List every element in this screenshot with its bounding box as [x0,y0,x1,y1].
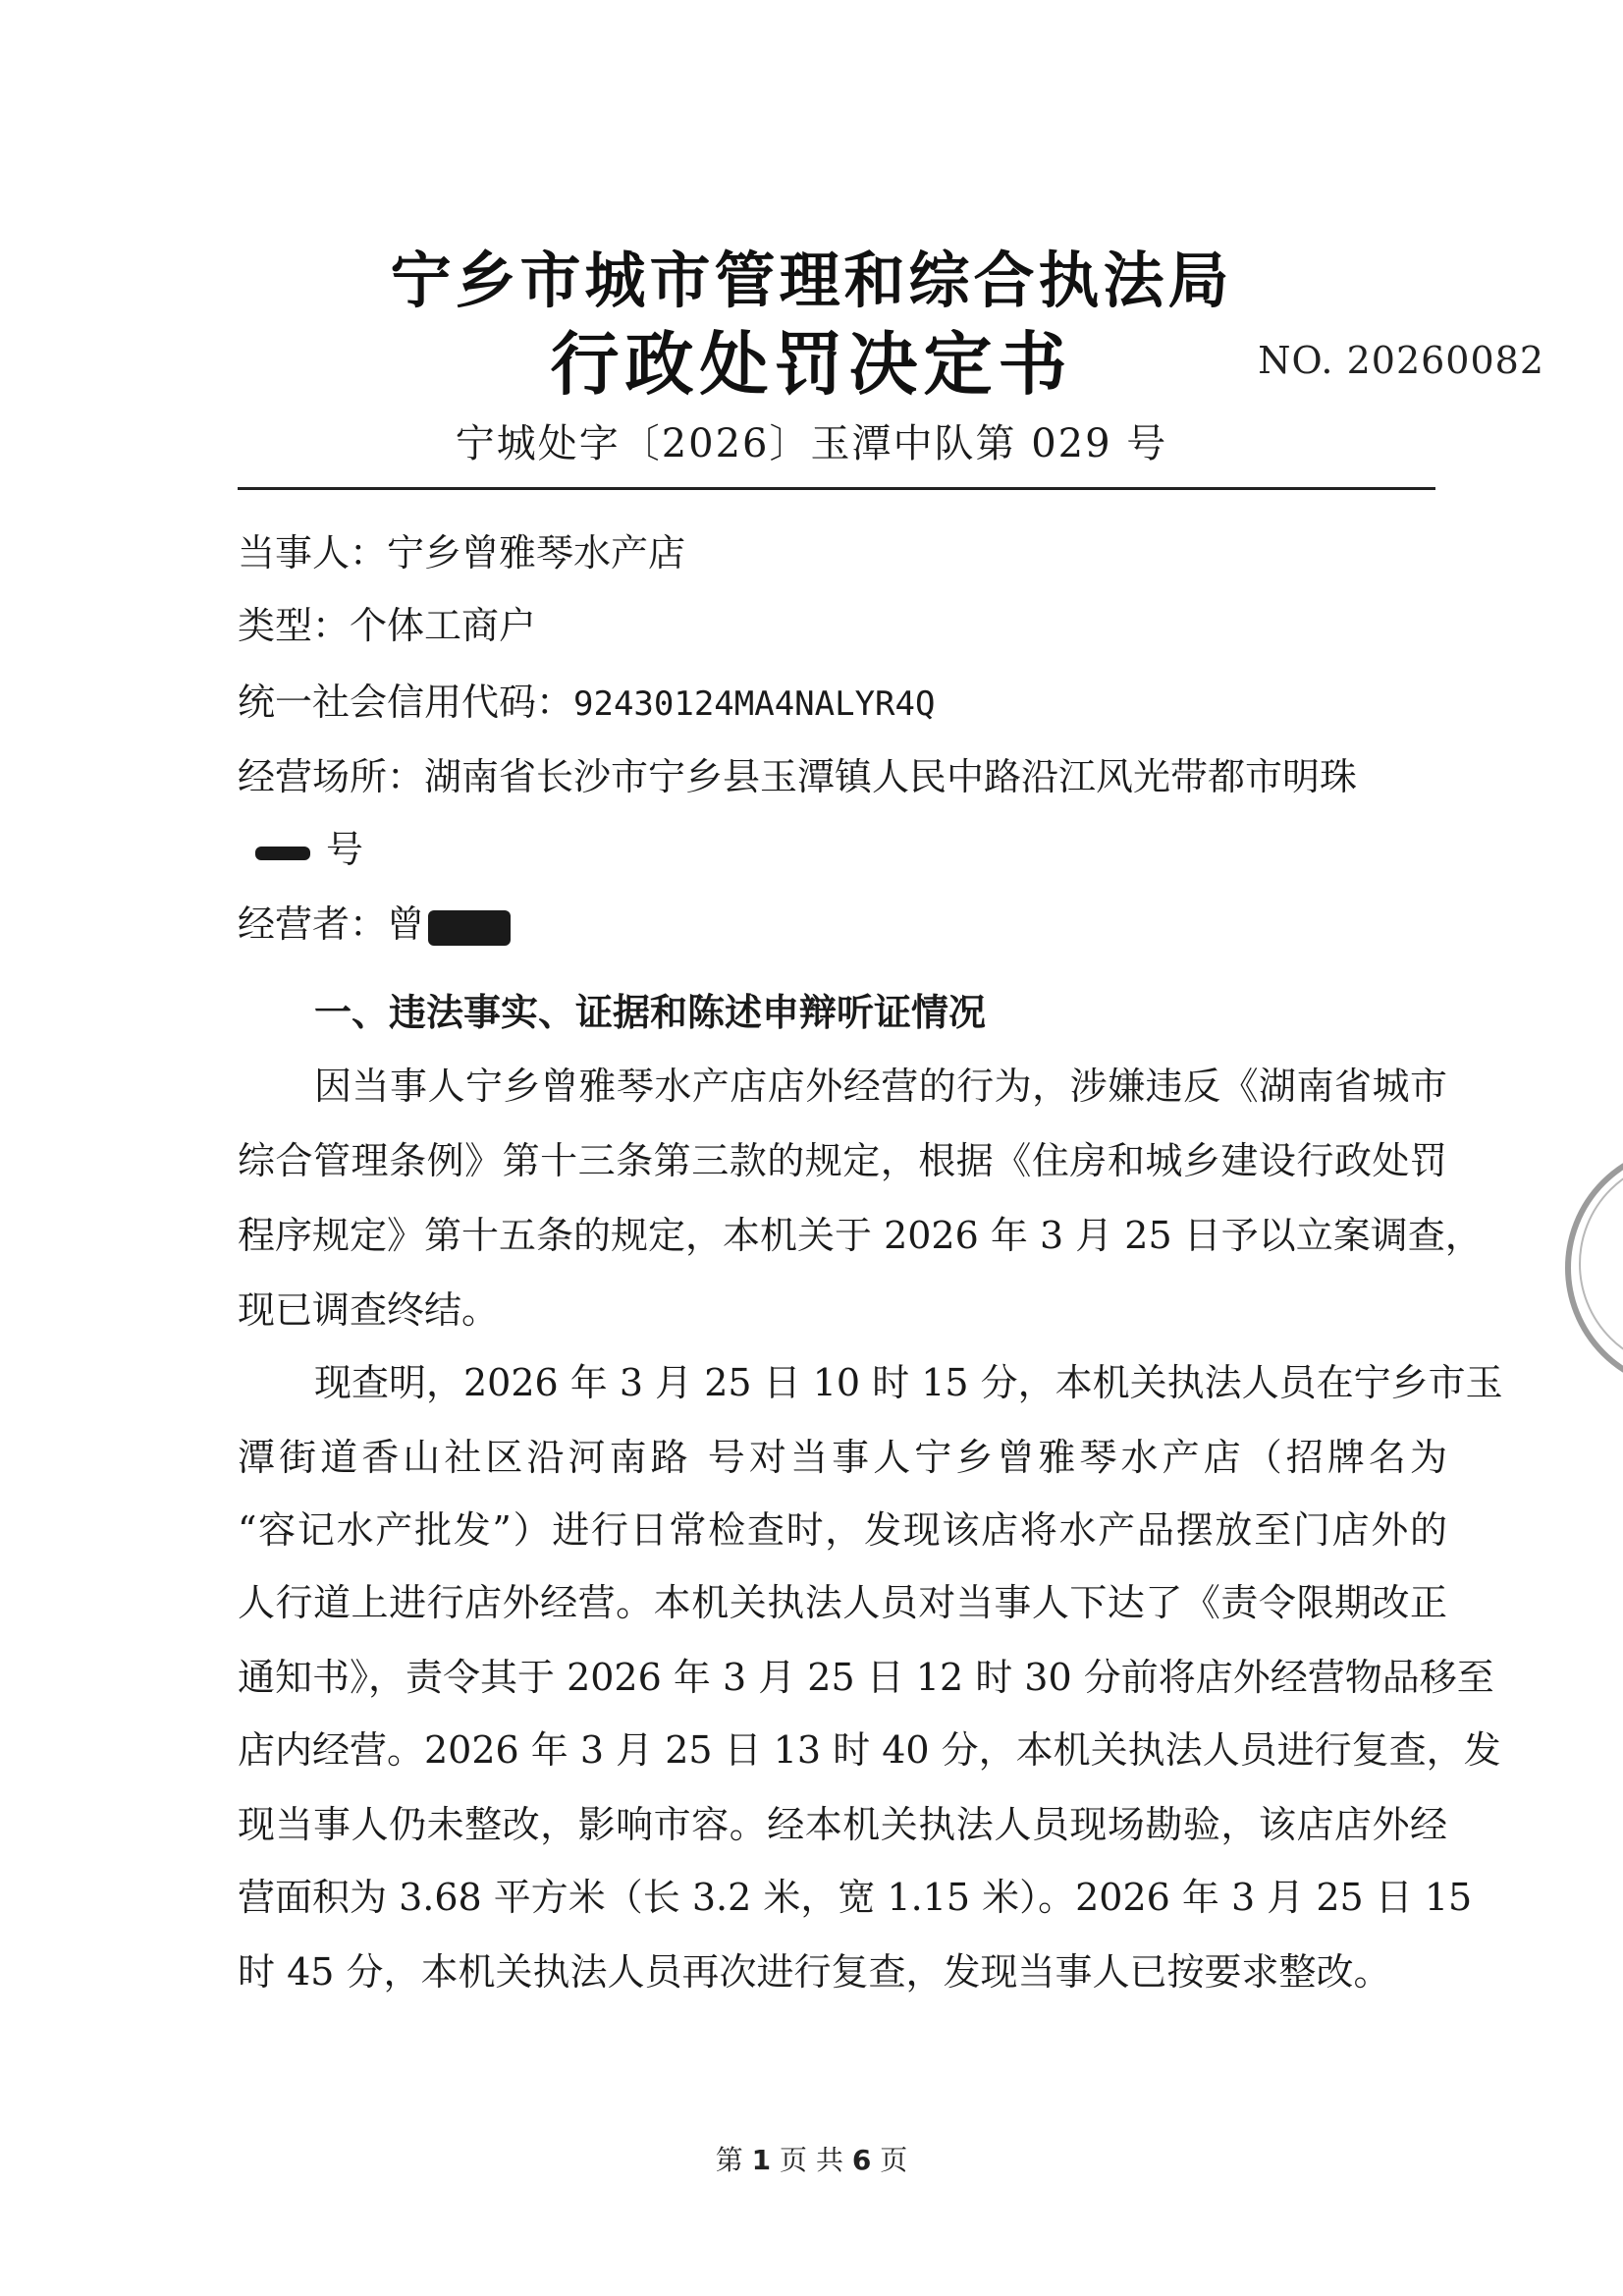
paragraph-line: 时 45 分，本机关执法人员再次进行复查，发现当事人已按要求整改。 [238,1950,1391,1994]
party-name-value: 宁乡曾雅琴水产店 [387,531,686,574]
paragraph-line: 人行道上进行店外经营。本机关执法人员对当事人下达了《责令限期改正 [238,1581,1447,1624]
business-address-field [238,752,1357,801]
page-number-current: 1 [751,2144,772,2176]
paragraph-line: 综合管理条例》第十三条第三款的规定，根据《住房和城乡建设行政处罚 [238,1139,1447,1182]
operator-surname: 曾 [387,902,425,946]
paragraph-line: 潭街道香山社区沿河南路 号对当事人宁乡曾雅琴水产店（招牌名为 [238,1436,1447,1479]
party-type-label: 类型： [238,604,351,647]
credit-code-field [238,678,935,729]
business-address-line2-row [238,825,363,874]
paragraph-line: 营面积为 3.68 平方米（长 3.2 米，宽 1.15 米）。2026 年 3 月 25 日 15 [238,1876,1473,1919]
paragraph-line: 程序规定》第十五条的规定，本机关于 2026 年 3 月 25 日予以立案调查， [238,1214,1483,1257]
redaction-mark [428,910,511,946]
paragraph-line: 因当事人宁乡曾雅琴水产店店外经营的行为，涉嫌违反《湖南省城市 [314,1065,1447,1108]
party-name-field [238,528,685,577]
issuing-authority-title: 宁乡市城市管理和综合执法局 [390,245,1233,316]
business-address-label: 经营场所： [238,755,425,798]
paragraph-line: 通知书》，责令其于 2026 年 3 月 25 日 12 时 30 分前将店外经营物品移至 [238,1656,1494,1699]
party-type-field [238,601,536,650]
header-divider [238,487,1435,490]
party-type-value: 个体工商户 [350,604,537,647]
paragraph-line: 店内经营。2026 年 3 月 25 日 13 时 40 分，本机关执法人员进行复查，发 [238,1728,1501,1772]
paragraph-line: 现当事人仍未整改，影响市容。经本机关执法人员现场勘验，该店店外经 [238,1803,1447,1846]
credit-code-label: 统一社会信用代码： [238,681,574,724]
credit-code-value: 92430124MA4NALYR4Q [573,684,936,724]
page-number-prefix: 第 [715,2144,743,2176]
party-name-label: 当事人： [238,531,388,574]
page-number [0,2139,1623,2178]
paragraph-line: 现查明，2026 年 3 月 25 日 10 时 15 分，本机关执法人员在宁乡市玉 [314,1361,1503,1404]
operator-label: 经营者： [238,902,388,946]
paragraph-line: “容记水产批发”）进行日常检查时，发现该店将水产品摆放至门店外的 [238,1508,1447,1552]
section-heading: 一、违法事实、证据和陈述申辩听证情况 [314,991,987,1034]
page-number-total: 6 [851,2144,872,2176]
document-type-title: 行政处罚决定书 [550,324,1073,405]
redaction-mark [255,847,310,860]
document-serial-number: NO. 20260082 [1258,339,1544,382]
decision-reference-number: 宁城处字〔2026〕玉潭中队第 029 号 [455,421,1168,466]
page-number-mid: 页 共 [780,2144,843,2176]
business-address-line1: 湖南省长沙市宁乡县玉潭镇人民中路沿江风光带都市明珠 [424,755,1358,798]
paragraph-line: 现已调查终结。 [238,1288,500,1332]
page-number-suffix: 页 [880,2144,908,2176]
operator-field [238,900,511,949]
business-address-line2: 号 [326,828,364,871]
